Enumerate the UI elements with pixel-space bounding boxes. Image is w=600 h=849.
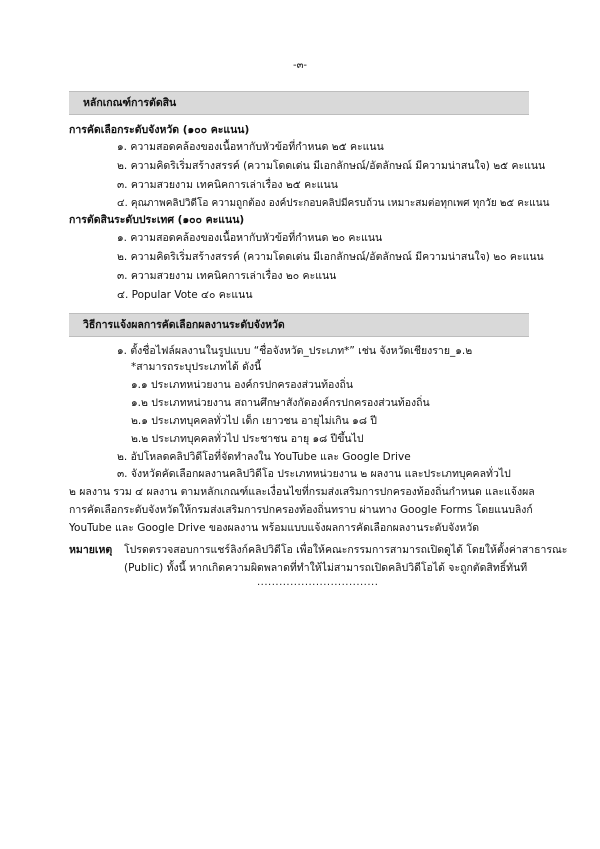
country-item-2: ๒. ความคิดริเริ่มสร้างสรรค์ (ความโดดเด่น มีเอกลักษณ์/อัตลักษณ์ มีความน่าสนใจ) ๒๐ คะแนน bbox=[117, 251, 544, 263]
report-item-3-line-1: ๓. จังหวัดคัดเลือกผลงานคลิปวิดีโอ ประเภทหน่วยงาน ๒ ผลงาน และประเภทบุคคลทั่วไป bbox=[117, 468, 511, 480]
report-item-3-line-3: การคัดเลือกระดับจังหวัดให้กรมส่งเสริมการปกครองท้องถิ่นทราบ ผ่านทาง Google Forms โดยแนบลิงก์ bbox=[69, 504, 533, 516]
province-item-2: ๒. ความคิดริเริ่มสร้างสรรค์ (ความโดดเด่น มีเอกลักษณ์/อัตลักษณ์ มีความน่าสนใจ) ๒๕ คะแนน bbox=[117, 160, 546, 172]
province-item-3: ๓. ความสวยงาม เทคนิคการเล่าเรื่อง ๒๕ คะแนน bbox=[117, 179, 338, 191]
remark-label: หมายเหตุ bbox=[69, 544, 113, 556]
report-type-2: ๑.๒ ประเภทหน่วยงาน สถานศึกษาสังกัดองค์กรปกครองส่วนท้องถิ่น bbox=[131, 397, 430, 409]
country-title: การตัดสินระดับประเทศ (๑๐๐ คะแนน) bbox=[69, 214, 245, 226]
remark-line-2: (Public) ทั้งนี้ หากเกิดความผิดพลาดที่ทำให้ไม่สามารถเปิดคลิปวิดีโอได้ จะถูกตัดสิทธิ์ทันที bbox=[124, 562, 528, 574]
report-item-3-line-2: ๒ ผลงาน รวม ๔ ผลงาน ตามหลักเกณฑ์และเงื่อนไขที่กรมส่งเสริมการปกครองท้องถิ่นกำหนด และแจ้งผล bbox=[69, 486, 535, 498]
report-type-1: ๑.๑ ประเภทหน่วยงาน องค์กรปกครองส่วนท้องถิ่น bbox=[131, 379, 354, 391]
country-item-3: ๓. ความสวยงาม เทคนิคการเล่าเรื่อง ๒๐ คะแนน bbox=[117, 270, 337, 282]
report-heading: วิธีการแจ้งผลการคัดเลือกผลงานระดับจังหวัด bbox=[69, 313, 529, 337]
country-item-4: ๔. Popular Vote ๔๐ คะแนน bbox=[117, 289, 253, 301]
report-note: *สามารถระบุประเภทได้ ดังนี้ bbox=[131, 361, 262, 373]
criteria-heading: หลักเกณฑ์การตัดสิน bbox=[69, 91, 529, 115]
page-number: -๓- bbox=[292, 60, 308, 71]
report-type-4: ๒.๒ ประเภทบุคคลทั่วไป ประชาชน อายุ ๑๘ ปีขึ้นไป bbox=[131, 433, 364, 445]
report-type-3: ๒.๑ ประเภทบุคคลทั่วไป เด็ก เยาวชน อายุไม่เกิน ๑๘ ปี bbox=[131, 415, 377, 427]
province-title: การคัดเลือกระดับจังหวัด (๑๐๐ คะแนน) bbox=[69, 124, 250, 136]
report-item-1: ๑. ตั้งชื่อไฟล์ผลงานในรูปแบบ “ชื่อจังหวัด_ประเภท*” เช่น จังหวัดเชียงราย_๑.๒ bbox=[117, 345, 473, 357]
remark-line-1: โปรดตรวจสอบการแชร์ลิงก์คลิปวิดีโอ เพื่อให้คณะกรรมการสามารถเปิดดูได้ โดยให้ตั้งค่าสาธารณะ bbox=[124, 544, 568, 556]
province-item-4: ๔. คุณภาพคลิปวิดีโอ ความถูกต้อง องค์ประกอบคลิปมีครบถ้วน เหมาะสมต่อทุกเพศ ทุกวัย ๒๕ คะแนน bbox=[117, 198, 550, 209]
report-item-2: ๒. อัปโหลดคลิปวิดีโอที่จัดทำลงใน YouTube และ Google Drive bbox=[117, 451, 411, 463]
end-dots: ................................. bbox=[257, 577, 379, 588]
country-item-1: ๑. ความสอดคล้องของเนื้อหากับหัวข้อที่กำหนด ๒๐ คะแนน bbox=[117, 232, 383, 244]
province-item-1: ๑. ความสอดคล้องของเนื้อหากับหัวข้อที่กำหนด ๒๕ คะแนน bbox=[117, 141, 384, 153]
report-item-3-line-4: YouTube และ Google Drive ของผลงาน พร้อมแบบแจ้งผลการคัดเลือกผลงานระดับจังหวัด bbox=[69, 522, 480, 534]
